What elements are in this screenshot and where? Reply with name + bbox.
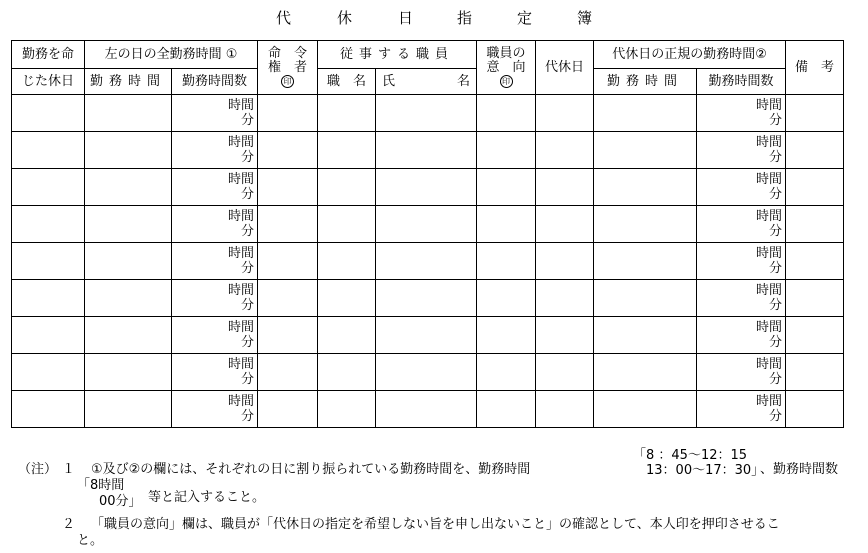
table-row xyxy=(12,206,844,243)
minute-unit: 分 xyxy=(769,372,783,387)
minute-unit: 分 xyxy=(769,187,783,202)
minute-unit: 分 xyxy=(769,113,783,128)
total-hours-cell[interactable] xyxy=(172,169,258,206)
table-cell[interactable] xyxy=(477,169,536,206)
table-cell[interactable] xyxy=(318,391,376,428)
table-cell[interactable] xyxy=(536,354,594,391)
table-cell[interactable] xyxy=(786,391,844,428)
table-cell[interactable] xyxy=(477,354,536,391)
title-char: 簿 xyxy=(577,9,593,27)
table-cell[interactable] xyxy=(85,354,172,391)
notes-label: （注） xyxy=(18,462,58,477)
name-right: 名 xyxy=(457,74,471,89)
table-cell[interactable] xyxy=(12,317,85,354)
table-cell[interactable] xyxy=(536,169,594,206)
table-cell[interactable] xyxy=(376,354,477,391)
header-remarks: 備 考 xyxy=(786,41,844,95)
regular-hours-cell[interactable] xyxy=(697,132,786,169)
table-cell[interactable] xyxy=(536,95,594,132)
hour-unit: 時間 xyxy=(228,283,255,298)
header-position: 職 名 xyxy=(318,69,376,95)
table-cell[interactable] xyxy=(376,206,477,243)
table-cell[interactable] xyxy=(594,280,697,317)
table-cell[interactable] xyxy=(318,206,376,243)
note1-example-1: 「8時間 xyxy=(77,478,125,493)
table-cell[interactable] xyxy=(786,95,844,132)
hour-unit: 時間 xyxy=(228,135,255,150)
table-cell[interactable] xyxy=(536,280,594,317)
table-cell[interactable] xyxy=(258,169,318,206)
table-cell[interactable] xyxy=(85,280,172,317)
table-cell[interactable] xyxy=(85,169,172,206)
total-hours-cell[interactable] xyxy=(172,243,258,280)
table-row xyxy=(12,391,844,428)
header-work-hours: 勤務時間数 xyxy=(172,69,258,95)
minute-unit: 分 xyxy=(769,298,783,313)
minute-unit: 分 xyxy=(769,224,783,239)
table-cell[interactable] xyxy=(258,132,318,169)
table-cell[interactable] xyxy=(477,206,536,243)
regular-hours-cell[interactable] xyxy=(697,206,786,243)
minute-unit: 分 xyxy=(769,261,783,276)
table-cell[interactable] xyxy=(318,317,376,354)
note2-end: と。 xyxy=(77,533,104,548)
seal-mark: 印 xyxy=(500,75,513,88)
table-cell[interactable] xyxy=(85,95,172,132)
hour-unit: 時間 xyxy=(756,135,783,150)
regular-hours-cell[interactable] xyxy=(697,169,786,206)
hour-unit: 時間 xyxy=(756,320,783,335)
table-cell[interactable] xyxy=(85,391,172,428)
hour-unit: 時間 xyxy=(228,320,255,335)
table-cell[interactable] xyxy=(594,243,697,280)
name-left: 氏 xyxy=(382,74,396,89)
table-cell[interactable] xyxy=(376,243,477,280)
hour-unit: 時間 xyxy=(228,98,255,113)
hour-unit: 時間 xyxy=(228,357,255,372)
table-cell[interactable] xyxy=(376,169,477,206)
table-cell[interactable] xyxy=(318,169,376,206)
table-cell[interactable] xyxy=(594,391,697,428)
table-cell[interactable] xyxy=(376,95,477,132)
table-row xyxy=(12,132,844,169)
header-regular-hours: 代休日の正規の勤務時間② xyxy=(594,41,786,69)
hour-unit: 時間 xyxy=(756,209,783,224)
table-cell[interactable] xyxy=(12,243,85,280)
table-cell[interactable] xyxy=(594,206,697,243)
table-cell[interactable] xyxy=(12,391,85,428)
total-hours-cell[interactable] xyxy=(172,206,258,243)
table-cell[interactable] xyxy=(477,243,536,280)
hour-unit: 時間 xyxy=(756,246,783,261)
note2-text: 「職員の意向」欄は、職員が「代休日の指定を希望しない旨を申し出ないこと」の確認として、本人印を押印させるこ xyxy=(91,517,780,532)
total-hours-cell[interactable] xyxy=(172,132,258,169)
note1-time-2: 13：00～17：30」 xyxy=(646,463,765,478)
note2-number: ２ xyxy=(62,517,76,532)
minute-unit: 分 xyxy=(241,224,255,239)
regular-hours-cell[interactable] xyxy=(697,280,786,317)
table-cell[interactable] xyxy=(594,317,697,354)
table-cell[interactable] xyxy=(536,391,594,428)
title-char: 休 xyxy=(337,9,353,27)
minute-unit: 分 xyxy=(241,113,255,128)
minute-unit: 分 xyxy=(241,261,255,276)
table-cell[interactable] xyxy=(12,169,85,206)
table-cell[interactable] xyxy=(12,280,85,317)
table-cell[interactable] xyxy=(12,132,85,169)
table-cell[interactable] xyxy=(85,132,172,169)
header-total-hours: 左の日の全勤務時間 ① xyxy=(85,41,258,69)
table-cell[interactable] xyxy=(786,317,844,354)
header-ordering-authority xyxy=(258,41,318,95)
table-cell[interactable] xyxy=(786,243,844,280)
header-work-time-2: 勤務時間 xyxy=(594,69,697,95)
hour-unit: 時間 xyxy=(756,394,783,409)
header-work-time: 勤務時間 xyxy=(85,69,172,95)
table-cell[interactable] xyxy=(85,243,172,280)
hour-unit: 時間 xyxy=(228,246,255,261)
table-cell[interactable] xyxy=(536,243,594,280)
table-cell[interactable] xyxy=(258,280,318,317)
table-cell[interactable] xyxy=(786,169,844,206)
header-holiday-assigned: 勤務を命 xyxy=(12,41,85,69)
minute-unit: 分 xyxy=(769,150,783,165)
minute-unit: 分 xyxy=(241,409,255,424)
table-cell[interactable] xyxy=(477,95,536,132)
hour-unit: 時間 xyxy=(228,172,255,187)
note1-example-2: 00分」 xyxy=(99,494,142,509)
table-cell[interactable] xyxy=(318,354,376,391)
minute-unit: 分 xyxy=(241,372,255,387)
total-hours-cell[interactable] xyxy=(172,354,258,391)
title-char: 定 xyxy=(517,9,533,27)
hour-unit: 時間 xyxy=(756,283,783,298)
table-cell[interactable] xyxy=(258,391,318,428)
document-title xyxy=(0,7,868,27)
header-work-hours-2: 勤務時間数 xyxy=(697,69,786,95)
order-line1: 命 令 xyxy=(268,45,308,61)
table-body xyxy=(12,95,844,428)
minute-unit: 分 xyxy=(241,298,255,313)
table-cell[interactable] xyxy=(376,317,477,354)
table-cell[interactable] xyxy=(376,280,477,317)
table-cell[interactable] xyxy=(318,280,376,317)
header-holiday-assigned-2: じた休日 xyxy=(12,69,85,95)
table-cell[interactable] xyxy=(594,95,697,132)
minute-unit: 分 xyxy=(241,150,255,165)
header-staff-intent xyxy=(477,41,536,95)
hour-unit: 時間 xyxy=(228,209,255,224)
intent-line1: 職員の xyxy=(486,45,526,61)
table-cell[interactable] xyxy=(594,169,697,206)
intent-line2: 意 向 xyxy=(486,59,526,75)
hour-unit: 時間 xyxy=(228,394,255,409)
seal-mark: 印 xyxy=(281,75,294,88)
table-row xyxy=(12,169,844,206)
minute-unit: 分 xyxy=(769,335,783,350)
table-cell[interactable] xyxy=(786,280,844,317)
table-cell[interactable] xyxy=(477,391,536,428)
table-cell[interactable] xyxy=(536,132,594,169)
hour-unit: 時間 xyxy=(756,98,783,113)
header-name xyxy=(376,69,477,95)
minute-unit: 分 xyxy=(241,335,255,350)
table-cell[interactable] xyxy=(594,354,697,391)
title-char: 代 xyxy=(276,9,292,27)
table-cell[interactable] xyxy=(318,132,376,169)
table-cell[interactable] xyxy=(12,206,85,243)
table-row xyxy=(12,317,844,354)
substitute-holiday-table xyxy=(11,40,844,428)
total-hours-cell[interactable] xyxy=(172,391,258,428)
table-cell[interactable] xyxy=(12,354,85,391)
table-cell[interactable] xyxy=(258,206,318,243)
total-hours-cell[interactable] xyxy=(172,95,258,132)
regular-hours-cell[interactable] xyxy=(697,95,786,132)
minute-unit: 分 xyxy=(241,187,255,202)
table-cell[interactable] xyxy=(786,354,844,391)
note1-text: ①及び②の欄には、それぞれの日に割り振られている勤務時間を、勤務時間 xyxy=(91,462,531,477)
table-cell[interactable] xyxy=(258,354,318,391)
table-row xyxy=(12,354,844,391)
table-cell[interactable] xyxy=(258,317,318,354)
total-hours-cell[interactable] xyxy=(172,317,258,354)
table-cell[interactable] xyxy=(477,317,536,354)
table-row xyxy=(12,95,844,132)
table-cell[interactable] xyxy=(786,132,844,169)
note1-end: 等と記入すること。 xyxy=(148,490,266,505)
table-cell[interactable] xyxy=(536,317,594,354)
table-cell[interactable] xyxy=(376,391,477,428)
table-cell[interactable] xyxy=(258,243,318,280)
order-line2: 権 者 xyxy=(268,59,308,75)
table-cell[interactable] xyxy=(85,317,172,354)
table-cell[interactable] xyxy=(258,95,318,132)
table-cell[interactable] xyxy=(594,132,697,169)
header-substitute-day: 代休日 xyxy=(536,41,594,95)
table-cell[interactable] xyxy=(477,132,536,169)
title-char: 日 xyxy=(398,9,414,27)
regular-hours-cell[interactable] xyxy=(697,354,786,391)
regular-hours-cell[interactable] xyxy=(697,391,786,428)
minute-unit: 分 xyxy=(769,409,783,424)
table-cell[interactable] xyxy=(786,206,844,243)
table-row xyxy=(12,280,844,317)
regular-hours-cell[interactable] xyxy=(697,243,786,280)
table-cell[interactable] xyxy=(85,206,172,243)
note1-number: １ xyxy=(62,462,76,477)
table-row xyxy=(12,243,844,280)
total-hours-cell[interactable] xyxy=(172,280,258,317)
table-cell[interactable] xyxy=(12,95,85,132)
note1-time-1: 「8 ：45～12：15 xyxy=(633,448,748,463)
table-cell[interactable] xyxy=(376,132,477,169)
table-cell[interactable] xyxy=(318,243,376,280)
regular-hours-cell[interactable] xyxy=(697,317,786,354)
hour-unit: 時間 xyxy=(756,357,783,372)
note1-tail: 、勤務時間数 xyxy=(760,462,839,477)
hour-unit: 時間 xyxy=(756,172,783,187)
header-staff: 従事する職員 xyxy=(318,41,477,69)
table-cell[interactable] xyxy=(536,206,594,243)
title-char: 指 xyxy=(457,9,473,27)
table-cell[interactable] xyxy=(477,280,536,317)
table-cell[interactable] xyxy=(318,95,376,132)
